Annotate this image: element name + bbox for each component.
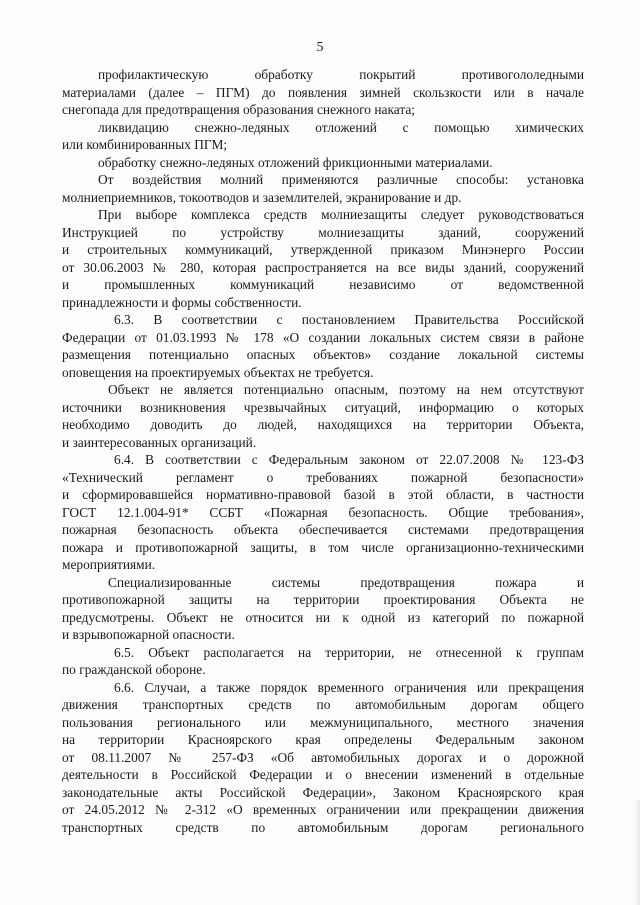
page-number: 5: [316, 40, 324, 55]
text-line: 6.6. Случаи, а также порядок временного ограничения или прекращения: [114, 679, 584, 695]
text-line: Объект не является потенциально опасным, поэтому на нем отсутствуют: [108, 382, 584, 397]
text-line: и строительных коммуникаций, утвержденной приказом Минэнерго России: [62, 242, 584, 257]
text-line: Федерации от 01.03.1993 № 178 «О создании локальных систем связи в районе: [62, 329, 584, 345]
text-line: ГОСТ 12.1.004-91* ССБТ «Пожарная безопасность. Общие требования»,: [62, 504, 584, 520]
text-line: оповещения на проектируемых объектах не требуется.: [62, 364, 374, 380]
text-line: источники возникновения чрезвычайных ситуаций, информацию о которых: [62, 399, 584, 415]
text-line: мероприятиями.: [62, 557, 156, 572]
text-line: деятельности в Российской Федерации и о внесении изменений в отдельные: [62, 767, 584, 782]
text-line: противопожарной защиты на территории проектирования Объекта не: [62, 592, 584, 607]
text-line: 6.5. Объект располагается на территории, не отнесенной к группам: [114, 644, 584, 660]
text-line: от 08.11.2007 № 257-ФЗ «Об автомобильных дорогах и о дорожной: [62, 749, 584, 765]
text-line: 6.4. В соответствии с Федеральным законом от 22.07.2008 № 123-ФЗ: [114, 452, 584, 467]
text-line: пожарная безопасность объекта обеспечивается системами предотвращения: [62, 522, 584, 537]
text-line: «Технический регламент о требованиях пожарной безопасности»: [62, 469, 584, 485]
text-line: принадлежности и формы собственности.: [62, 294, 302, 310]
text-line: от 24.05.2012 № 2-312 «О временных ограничении или прекращении движения: [62, 802, 584, 817]
text-line: транспортных средств по автомобильным дорогам регионального: [62, 819, 584, 835]
text-line: и заинтересованных организаций.: [62, 434, 257, 450]
text-line: и промышленных коммуникаций независимо от ведомственной: [62, 277, 584, 292]
text-line: материалами (далее – ПГМ) до появления зимней скользкости или в начале: [62, 84, 584, 100]
text-line: Инструкцией по устройству молниезащиты зданий, сооружений: [62, 224, 584, 240]
text-line: пожара и противопожарной защиты, в том числе организационно-техническими: [62, 539, 584, 555]
text-line: предусмотрены. Объект не относится ни к одной из категорий по пожарной: [62, 609, 584, 625]
text-line: и взрывопожарной опасности.: [62, 627, 235, 642]
text-line: От воздействия молний применяются различные способы: установка: [98, 172, 584, 187]
text-line: профилактическую обработку покрытий противогололедными: [98, 67, 584, 82]
text-line: Специализированные системы предотвращения пожара и: [108, 574, 584, 590]
text-line: на территории Красноярского края определены Федеральным законом: [62, 732, 584, 747]
text-line: от 30.06.2003 № 280, которая распространяется на все виды зданий, сооружений: [62, 259, 584, 275]
text-line: размещения потенциально опасных объектов» создание локальной системы: [62, 347, 584, 362]
text-line: молниеприемников, токоотводов и заземлителей, экранирование и др.: [62, 189, 462, 205]
text-line: ликвидацию снежно-ледяных отложений с помощью химических: [98, 119, 584, 135]
text-line: При выборе комплекса средств молниезащиты следует руководствоваться: [98, 207, 584, 222]
text-line: обработку снежно-ледяных отложений фрикционными материалами.: [98, 154, 493, 170]
text-line: и сформировавшейся нормативно-правовой базой в этой области, в частности: [62, 487, 584, 502]
text-line: по гражданской обороне.: [62, 662, 206, 677]
text-line: движения транспортных средств по автомобильным дорогам общего: [62, 697, 584, 712]
scan-edge-shadow: [634, 800, 640, 905]
text-line: снегопада для предотвращения образования снежного наката;: [62, 102, 416, 117]
document-body: [62, 66, 584, 836]
text-line: или комбинированных ПГМ;: [62, 137, 228, 152]
text-line: 6.3. В соответствии с постановлением Правительства Российской: [114, 312, 584, 327]
text-line: законодательные акты Российской Федерации», Законом Красноярского края: [62, 784, 584, 800]
text-line: необходимо доводить до людей, находящихся на территории Объекта,: [62, 417, 584, 432]
text-line: пользования регионального или межмуниципального, местного значения: [62, 714, 584, 730]
